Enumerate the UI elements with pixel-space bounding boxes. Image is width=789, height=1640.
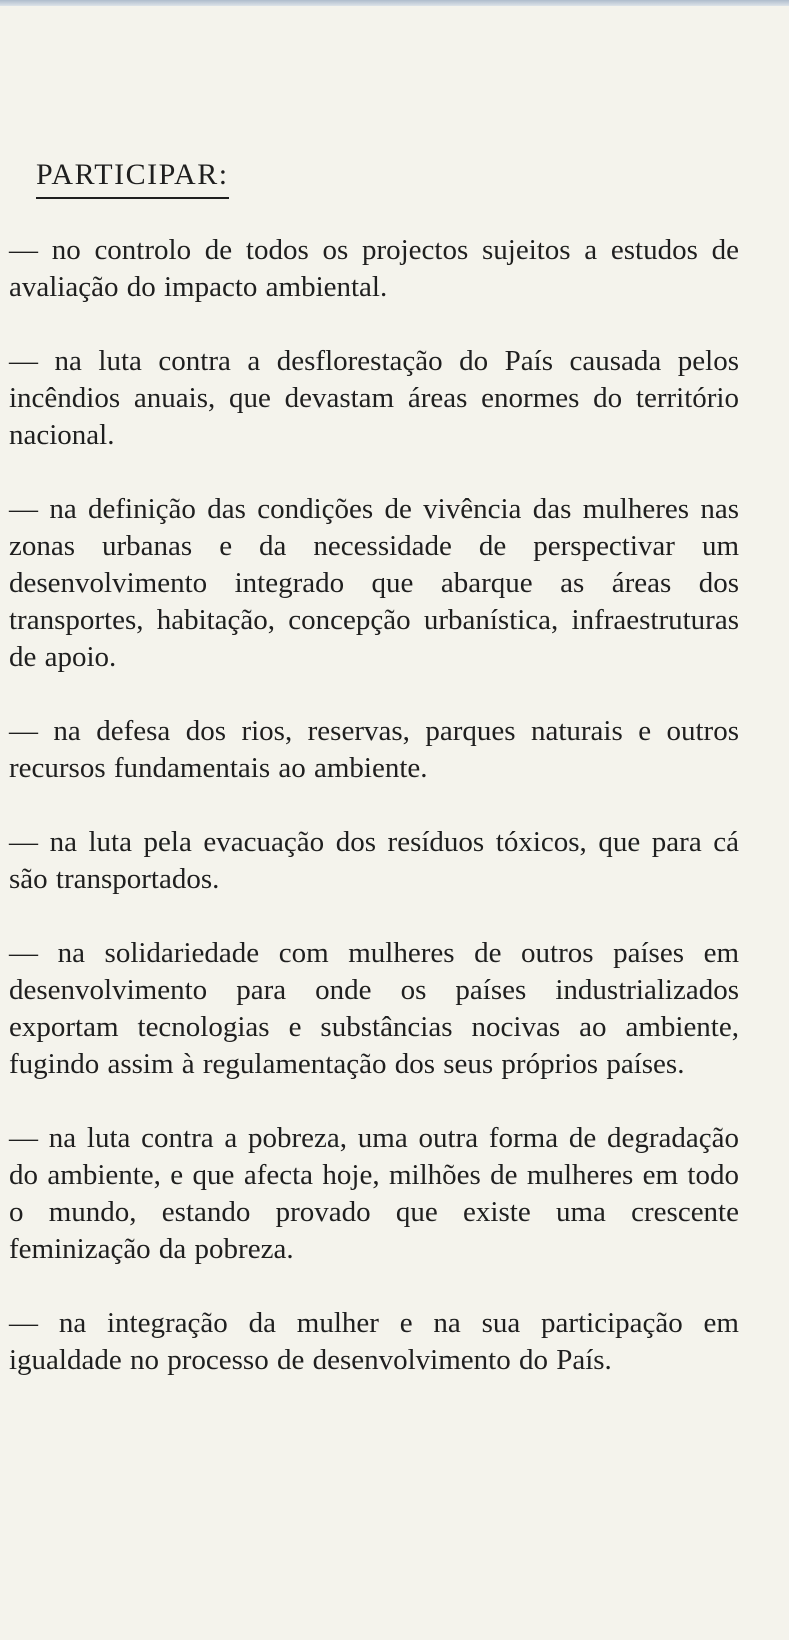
paragraph-list	[9, 232, 739, 1416]
paragraph-4: — na defesa dos rios, reservas, parques naturais e outros recursos fundamentais ao ambiente.	[9, 715, 739, 784]
paragraph-8: — na integração da mulher e na sua participação em igualdade no processo de desenvolvimento do País.	[9, 1307, 739, 1376]
section-heading: PARTICIPAR:	[36, 157, 229, 199]
paragraph-7: — na luta contra a pobreza, uma outra forma de degradação do ambiente, e que afecta hoje, milhões de mulheres em todo o mundo, estando provado que existe uma crescente feminização da pobreza.	[9, 1122, 739, 1265]
paragraph-3: — na definição das condições de vivência das mulheres nas zonas urbanas e da necessidade de perspectivar um desenvolvimento integrado que abarque as áreas dos transportes, habitação, concepção urbanística, infraestruturas de apoio.	[9, 493, 739, 673]
paragraph-2: — na luta contra a desflorestação do País causada pelos incêndios anuais, que devastam áreas enormes do território nacional.	[9, 345, 739, 451]
top-edge-rule	[0, 0, 789, 6]
paragraph-1: — no controlo de todos os projectos sujeitos a estudos de avaliação do impacto ambiental.	[9, 234, 739, 303]
paragraph-6: — na solidariedade com mulheres de outros países em desenvolvimento para onde os países industrializados exportam tecnologias e substâncias nocivas ao ambiente, fugindo assim à regulamentação dos seus próprios países.	[9, 937, 739, 1080]
paragraph-5: — na luta pela evacuação dos resíduos tóxicos, que para cá são transportados.	[9, 826, 739, 895]
